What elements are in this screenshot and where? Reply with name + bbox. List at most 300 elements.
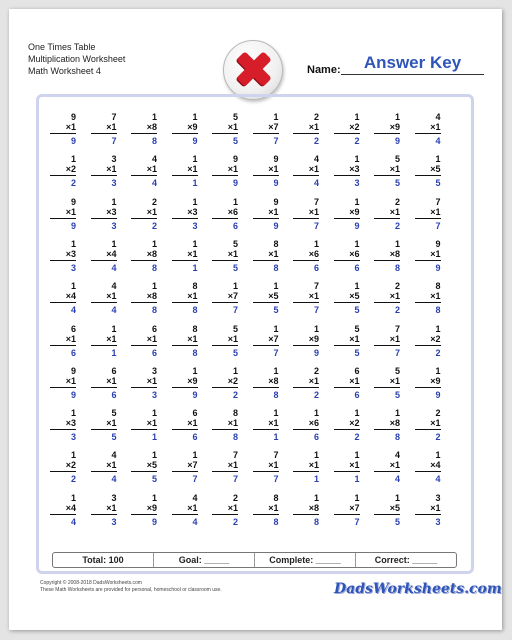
- problem-answer: 4: [151, 178, 157, 189]
- problem-item: [91, 493, 117, 527]
- problem-item: [415, 324, 441, 358]
- problem-answer: 8: [394, 262, 400, 273]
- problems-grid: [48, 112, 464, 536]
- problem-item: [374, 324, 400, 358]
- problem-top-number: 2: [313, 365, 319, 376]
- problem-multiplier: ×1: [91, 334, 117, 346]
- correct-field: Correct: _____: [374, 555, 438, 565]
- problem-item: [415, 281, 441, 315]
- worksheet-title: One Times Table: [28, 42, 96, 52]
- problem-answer: 4: [111, 305, 117, 316]
- name-line: [341, 74, 484, 75]
- problem-multiplier: ×1: [131, 418, 157, 430]
- problem-item: [50, 239, 76, 273]
- problem-top-number: 1: [354, 450, 360, 461]
- problem-multiplier: ×1: [374, 164, 400, 176]
- problem-top-number: 1: [273, 323, 279, 334]
- problem-answer: 5: [232, 262, 238, 273]
- problem-multiplier: ×1: [50, 207, 76, 219]
- problem-item: [253, 493, 279, 527]
- problem-answer: 8: [232, 432, 238, 443]
- problem-item: [334, 408, 360, 442]
- problem-top-number: 5: [111, 408, 117, 419]
- problem-top-number: 2: [435, 408, 441, 419]
- problem-item: [212, 239, 238, 273]
- problem-multiplier: ×1: [91, 376, 117, 388]
- problem-top-number: 5: [354, 323, 360, 334]
- problem-multiplier: ×1: [334, 334, 360, 346]
- problem-top-number: 3: [111, 154, 117, 165]
- problem-multiplier: ×7: [253, 122, 279, 134]
- problem-item: [172, 281, 198, 315]
- problem-top-number: 1: [354, 238, 360, 249]
- problem-item: [334, 239, 360, 273]
- problem-item: [131, 112, 157, 146]
- problem-top-number: 8: [192, 323, 198, 334]
- problem-answer: 8: [435, 305, 441, 316]
- problem-multiplier: ×1: [172, 291, 198, 303]
- problem-item: [91, 366, 117, 400]
- problem-multiplier: ×1: [91, 164, 117, 176]
- problem-answer: 7: [394, 347, 400, 358]
- problem-answer: 1: [111, 347, 117, 358]
- problem-item: [334, 493, 360, 527]
- problem-answer: 6: [232, 220, 238, 231]
- problem-item: [172, 408, 198, 442]
- problem-multiplier: ×4: [50, 291, 76, 303]
- problem-multiplier: ×2: [415, 334, 441, 346]
- problem-top-number: 1: [111, 196, 117, 207]
- problem-top-number: 7: [111, 112, 117, 122]
- problem-top-number: 3: [151, 365, 157, 376]
- problem-item: [415, 450, 441, 484]
- problem-answer: 7: [273, 474, 279, 485]
- problem-item: [131, 197, 157, 231]
- problem-top-number: 1: [394, 112, 400, 122]
- problem-multiplier: ×1: [131, 334, 157, 346]
- problem-multiplier: ×1: [172, 249, 198, 261]
- problem-top-number: 7: [394, 323, 400, 334]
- problem-item: [172, 324, 198, 358]
- problem-answer: 9: [435, 262, 441, 273]
- problem-multiplier: ×7: [253, 334, 279, 346]
- problem-answer: 6: [192, 432, 198, 443]
- problem-top-number: 1: [354, 112, 360, 122]
- problem-top-number: 1: [232, 281, 238, 292]
- problem-multiplier: ×8: [131, 249, 157, 261]
- problem-item: [415, 154, 441, 188]
- problem-answer: 8: [151, 305, 157, 316]
- problem-top-number: 1: [435, 365, 441, 376]
- problem-top-number: 1: [151, 281, 157, 292]
- problem-answer: 9: [232, 178, 238, 189]
- problem-top-number: 1: [151, 112, 157, 122]
- problem-multiplier: ×2: [50, 164, 76, 176]
- problem-item: [91, 408, 117, 442]
- problem-multiplier: ×1: [334, 376, 360, 388]
- problem-top-number: 1: [70, 154, 76, 165]
- problem-multiplier: ×1: [212, 122, 238, 134]
- problem-top-number: 8: [192, 281, 198, 292]
- problem-answer: 7: [435, 220, 441, 231]
- problem-item: [253, 197, 279, 231]
- problem-top-number: 7: [313, 196, 319, 207]
- problem-item: [50, 197, 76, 231]
- problem-top-number: 1: [151, 408, 157, 419]
- problem-item: [253, 281, 279, 315]
- problem-answer: 5: [394, 178, 400, 189]
- problem-item: [50, 366, 76, 400]
- problem-item: [293, 493, 319, 527]
- problem-answer: 5: [435, 178, 441, 189]
- problem-top-number: 3: [435, 492, 441, 503]
- problem-item: [50, 408, 76, 442]
- problem-multiplier: ×1: [212, 503, 238, 515]
- problem-item: [374, 197, 400, 231]
- problem-top-number: 5: [232, 238, 238, 249]
- problem-item: [293, 408, 319, 442]
- problem-item: [91, 450, 117, 484]
- problem-item: [253, 366, 279, 400]
- problem-item: [334, 112, 360, 146]
- problem-answer: 7: [192, 474, 198, 485]
- problem-top-number: 5: [232, 112, 238, 122]
- problem-multiplier: ×3: [50, 249, 76, 261]
- problem-answer: 2: [232, 389, 238, 400]
- problem-answer: 7: [313, 220, 319, 231]
- problem-answer: 4: [435, 474, 441, 485]
- problem-top-number: 1: [192, 238, 198, 249]
- problem-multiplier: ×1: [172, 418, 198, 430]
- problem-item: [212, 324, 238, 358]
- problem-multiplier: ×1: [212, 460, 238, 472]
- problem-multiplier: ×1: [172, 164, 198, 176]
- problem-multiplier: ×3: [50, 418, 76, 430]
- problem-top-number: 1: [111, 323, 117, 334]
- problem-top-number: 8: [273, 492, 279, 503]
- problem-top-number: 1: [394, 492, 400, 503]
- problem-multiplier: ×1: [212, 249, 238, 261]
- problem-top-number: 9: [232, 154, 238, 165]
- problem-multiplier: ×5: [374, 503, 400, 515]
- problem-item: [50, 112, 76, 146]
- problem-multiplier: ×8: [374, 249, 400, 261]
- problem-multiplier: ×9: [172, 122, 198, 134]
- problem-multiplier: ×1: [415, 249, 441, 261]
- problem-top-number: 1: [151, 450, 157, 461]
- problem-multiplier: ×1: [374, 376, 400, 388]
- problem-multiplier: ×8: [253, 376, 279, 388]
- problem-multiplier: ×8: [293, 503, 319, 515]
- problem-multiplier: ×1: [131, 376, 157, 388]
- problem-answer: 4: [70, 516, 76, 527]
- problem-top-number: 8: [273, 238, 279, 249]
- problem-top-number: 2: [394, 281, 400, 292]
- problem-multiplier: ×1: [50, 122, 76, 134]
- problem-top-number: 2: [151, 196, 157, 207]
- problem-item: [253, 324, 279, 358]
- problem-top-number: 1: [232, 196, 238, 207]
- problem-multiplier: ×6: [212, 207, 238, 219]
- problem-multiplier: ×1: [415, 122, 441, 134]
- problem-top-number: 1: [70, 408, 76, 419]
- problem-top-number: 1: [151, 238, 157, 249]
- problem-top-number: 1: [313, 323, 319, 334]
- problem-multiplier: ×1: [212, 418, 238, 430]
- complete-field: Complete: _____: [255, 553, 356, 567]
- problem-top-number: 7: [435, 196, 441, 207]
- problem-answer: 2: [435, 347, 441, 358]
- problem-multiplier: ×1: [415, 418, 441, 430]
- problem-top-number: 8: [232, 408, 238, 419]
- problem-multiplier: ×1: [374, 291, 400, 303]
- problem-answer: 2: [313, 389, 319, 400]
- problem-item: [131, 450, 157, 484]
- problem-item: [131, 281, 157, 315]
- problem-multiplier: ×1: [374, 334, 400, 346]
- problem-multiplier: ×1: [50, 334, 76, 346]
- problem-top-number: 8: [435, 281, 441, 292]
- problem-multiplier: ×2: [334, 122, 360, 134]
- problem-multiplier: ×1: [374, 460, 400, 472]
- problem-top-number: 1: [192, 365, 198, 376]
- problem-item: [172, 154, 198, 188]
- problem-item: [293, 281, 319, 315]
- problem-item: [91, 281, 117, 315]
- problem-answer: 4: [70, 305, 76, 316]
- problem-answer: 9: [192, 136, 198, 146]
- problem-answer: 7: [313, 305, 319, 316]
- problem-top-number: 6: [70, 323, 76, 334]
- problem-top-number: 1: [273, 365, 279, 376]
- problem-multiplier: ×2: [334, 418, 360, 430]
- problem-item: [374, 366, 400, 400]
- problem-answer: 5: [354, 347, 360, 358]
- problem-answer: 6: [354, 389, 360, 400]
- problem-top-number: 6: [151, 323, 157, 334]
- problem-multiplier: ×1: [172, 334, 198, 346]
- worksheet-subtitle: Multiplication Worksheet: [28, 54, 126, 64]
- problem-multiplier: ×1: [253, 207, 279, 219]
- problem-multiplier: ×5: [334, 291, 360, 303]
- problem-answer: 8: [151, 136, 157, 146]
- problem-top-number: 1: [111, 238, 117, 249]
- problem-answer: 9: [394, 136, 400, 146]
- problem-top-number: 1: [70, 238, 76, 249]
- problem-top-number: 9: [70, 196, 76, 207]
- problem-multiplier: ×1: [253, 164, 279, 176]
- problem-multiplier: ×1: [415, 291, 441, 303]
- problem-item: [212, 197, 238, 231]
- problem-item: [253, 239, 279, 273]
- problem-multiplier: ×3: [91, 207, 117, 219]
- problem-top-number: 5: [394, 365, 400, 376]
- problem-answer: 3: [70, 432, 76, 443]
- problem-answer: 8: [273, 516, 279, 527]
- problem-top-number: 1: [354, 492, 360, 503]
- problem-multiplier: ×1: [50, 376, 76, 388]
- answer-key-title: Answer Key: [363, 53, 462, 72]
- problem-multiplier: ×9: [172, 376, 198, 388]
- problem-multiplier: ×1: [91, 418, 117, 430]
- problem-multiplier: ×1: [253, 418, 279, 430]
- problem-top-number: 1: [70, 492, 76, 503]
- problem-multiplier: ×1: [172, 503, 198, 515]
- problem-multiplier: ×1: [374, 207, 400, 219]
- problem-answer: 9: [70, 136, 76, 146]
- problem-top-number: 1: [354, 196, 360, 207]
- problem-answer: 3: [70, 262, 76, 273]
- problem-answer: 5: [232, 136, 238, 146]
- problem-top-number: 1: [192, 196, 198, 207]
- problem-answer: 4: [111, 474, 117, 485]
- problem-top-number: 1: [151, 492, 157, 503]
- problem-answer: 7: [111, 136, 117, 146]
- problem-item: [131, 154, 157, 188]
- problem-top-number: 2: [313, 112, 319, 122]
- problem-multiplier: ×5: [253, 291, 279, 303]
- problem-answer: 7: [273, 136, 279, 146]
- problem-top-number: 5: [394, 154, 400, 165]
- problem-top-number: 1: [394, 238, 400, 249]
- problem-top-number: 3: [111, 492, 117, 503]
- problem-top-number: 1: [435, 154, 441, 165]
- problem-top-number: 1: [232, 365, 238, 376]
- problem-item: [212, 493, 238, 527]
- problem-multiplier: ×1: [293, 376, 319, 388]
- goal-field: Goal: _____: [154, 553, 255, 567]
- problem-multiplier: ×1: [334, 460, 360, 472]
- problem-answer: 8: [192, 305, 198, 316]
- problem-top-number: 5: [232, 323, 238, 334]
- dadsworksheets-logo: DadsWorksheets.com: [334, 581, 502, 597]
- problem-answer: 3: [111, 516, 117, 527]
- problem-answer: 4: [435, 136, 441, 146]
- problem-answer: 9: [354, 220, 360, 231]
- problem-top-number: 4: [435, 112, 441, 122]
- problem-answer: 6: [111, 389, 117, 400]
- problem-top-number: 9: [70, 112, 76, 122]
- problem-answer: 2: [394, 305, 400, 316]
- problem-answer: 4: [111, 262, 117, 273]
- problem-item: [50, 281, 76, 315]
- problem-multiplier: ×1: [415, 207, 441, 219]
- problem-answer: 3: [354, 178, 360, 189]
- problem-multiplier: ×6: [293, 418, 319, 430]
- problem-top-number: 1: [273, 408, 279, 419]
- problem-top-number: 1: [192, 450, 198, 461]
- problem-top-number: 1: [273, 112, 279, 122]
- problem-item: [131, 408, 157, 442]
- problem-item: [131, 493, 157, 527]
- problem-item: [50, 154, 76, 188]
- problem-answer: 7: [354, 516, 360, 527]
- problem-item: [253, 154, 279, 188]
- problem-top-number: 4: [192, 492, 198, 503]
- problem-multiplier: ×1: [293, 460, 319, 472]
- problem-item: [334, 197, 360, 231]
- problem-multiplier: ×6: [334, 249, 360, 261]
- problem-item: [415, 112, 441, 146]
- problem-item: [374, 154, 400, 188]
- problem-item: [334, 450, 360, 484]
- problem-answer: 5: [232, 347, 238, 358]
- problem-answer: 3: [192, 220, 198, 231]
- problem-item: [374, 281, 400, 315]
- problem-top-number: 9: [70, 365, 76, 376]
- usage-line: These Math Worksheets are provided for personal, homeschool or classroom use.: [40, 587, 222, 593]
- problem-top-number: 1: [354, 408, 360, 419]
- problem-item: [293, 154, 319, 188]
- problem-multiplier: ×1: [212, 334, 238, 346]
- problem-item: [415, 493, 441, 527]
- problem-multiplier: ×4: [91, 249, 117, 261]
- problem-top-number: 6: [354, 365, 360, 376]
- problem-item: [293, 239, 319, 273]
- problem-answer: 7: [273, 347, 279, 358]
- problem-multiplier: ×1: [293, 207, 319, 219]
- problem-answer: 6: [70, 347, 76, 358]
- problem-multiplier: ×1: [415, 503, 441, 515]
- problem-answer: 1: [192, 178, 198, 189]
- problem-multiplier: ×7: [172, 460, 198, 472]
- problem-multiplier: ×9: [131, 503, 157, 515]
- problem-answer: 1: [151, 432, 157, 443]
- problem-answer: 3: [435, 516, 441, 527]
- problem-multiplier: ×4: [415, 460, 441, 472]
- problem-answer: 2: [151, 220, 157, 231]
- problem-multiplier: ×3: [172, 207, 198, 219]
- problem-answer: 5: [354, 305, 360, 316]
- problem-item: [91, 239, 117, 273]
- problem-top-number: 7: [313, 281, 319, 292]
- total-count: Total: 100: [53, 553, 154, 567]
- problem-item: [212, 154, 238, 188]
- problem-item: [131, 366, 157, 400]
- problem-multiplier: ×9: [334, 207, 360, 219]
- problem-top-number: 9: [273, 154, 279, 165]
- problem-answer: 8: [313, 516, 319, 527]
- problem-answer: 1: [273, 432, 279, 443]
- problem-top-number: 9: [435, 238, 441, 249]
- problem-item: [334, 281, 360, 315]
- problem-answer: 1: [313, 474, 319, 485]
- problem-answer: 1: [192, 262, 198, 273]
- problem-item: [293, 197, 319, 231]
- problem-answer: 4: [313, 178, 319, 189]
- problem-top-number: 4: [111, 281, 117, 292]
- name-label: Name:: [307, 64, 341, 76]
- problem-item: [91, 154, 117, 188]
- problem-top-number: 6: [192, 408, 198, 419]
- problem-top-number: 1: [192, 154, 198, 165]
- problem-item: [212, 450, 238, 484]
- problem-top-number: 1: [192, 112, 198, 122]
- problem-answer: 2: [70, 474, 76, 485]
- problem-item: [253, 112, 279, 146]
- problem-item: [293, 366, 319, 400]
- problem-multiplier: ×7: [334, 503, 360, 515]
- problem-answer: 8: [192, 347, 198, 358]
- problem-item: [212, 408, 238, 442]
- problem-item: [91, 197, 117, 231]
- problem-answer: 5: [273, 305, 279, 316]
- problem-item: [50, 493, 76, 527]
- problem-top-number: 9: [273, 196, 279, 207]
- problem-top-number: 2: [232, 492, 238, 503]
- problem-item: [50, 324, 76, 358]
- problem-item: [50, 450, 76, 484]
